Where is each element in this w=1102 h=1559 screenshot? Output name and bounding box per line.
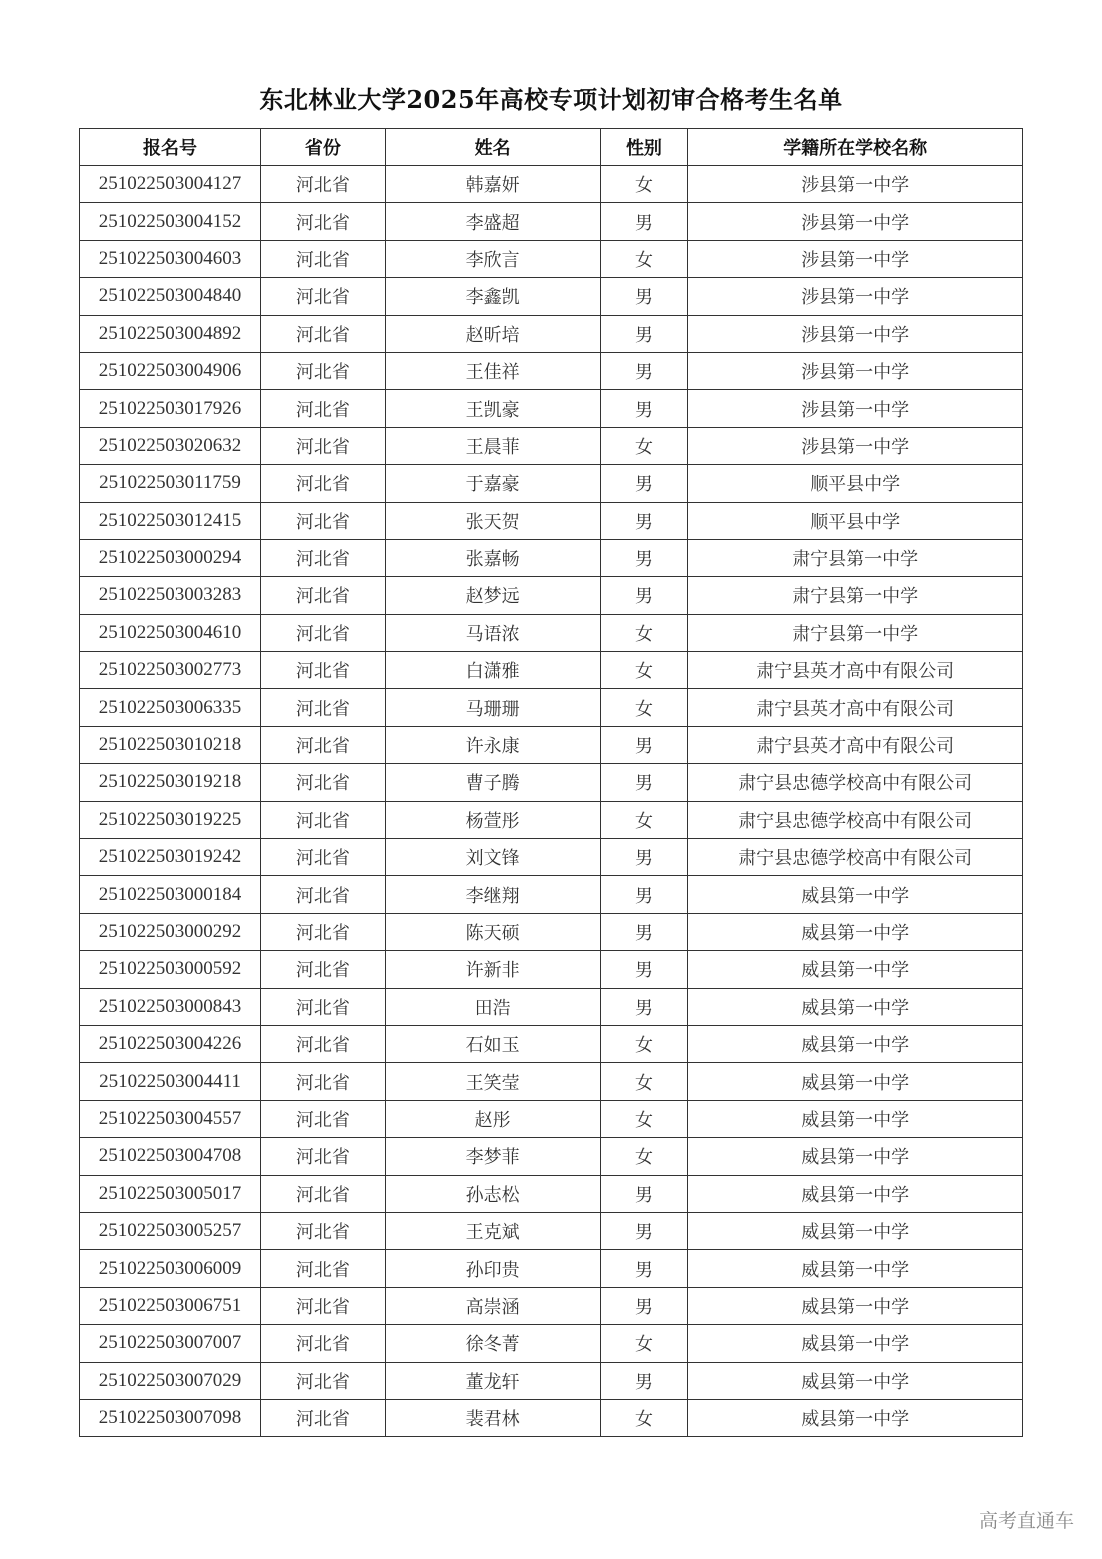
cell-school: 肃宁县英才高中有限公司 bbox=[688, 726, 1023, 763]
cell-school: 顺平县中学 bbox=[688, 465, 1023, 502]
table-row bbox=[80, 577, 1023, 614]
cell-province: 河北省 bbox=[260, 465, 385, 502]
cell-gender: 男 bbox=[600, 1175, 688, 1212]
header-registration-number: 报名号 bbox=[80, 129, 261, 166]
cell-gender: 男 bbox=[600, 577, 688, 614]
table-row bbox=[80, 1063, 1023, 1100]
table-row bbox=[80, 203, 1023, 240]
cell-province: 河北省 bbox=[260, 1250, 385, 1287]
table-row bbox=[80, 502, 1023, 539]
cell-name: 杨萱彤 bbox=[385, 801, 600, 838]
table-row bbox=[80, 166, 1023, 203]
cell-gender: 男 bbox=[600, 352, 688, 389]
cell-name: 陈天硕 bbox=[385, 913, 600, 950]
cell-school: 涉县第一中学 bbox=[688, 240, 1023, 277]
cell-name: 白潇雅 bbox=[385, 652, 600, 689]
cell-registration-number: 251022503007098 bbox=[80, 1399, 261, 1436]
table-row bbox=[80, 1399, 1023, 1436]
cell-school: 威县第一中学 bbox=[688, 951, 1023, 988]
cell-name: 张天贺 bbox=[385, 502, 600, 539]
cell-name: 赵梦远 bbox=[385, 577, 600, 614]
cell-gender: 女 bbox=[600, 689, 688, 726]
header-school: 学籍所在学校名称 bbox=[688, 129, 1023, 166]
cell-province: 河北省 bbox=[260, 539, 385, 576]
cell-registration-number: 251022503004226 bbox=[80, 1025, 261, 1062]
cell-school: 威县第一中学 bbox=[688, 1138, 1023, 1175]
table-row bbox=[80, 951, 1023, 988]
table-row bbox=[80, 1287, 1023, 1324]
cell-gender: 男 bbox=[600, 988, 688, 1025]
cell-gender: 女 bbox=[600, 166, 688, 203]
table-row bbox=[80, 315, 1023, 352]
table-row bbox=[80, 1362, 1023, 1399]
cell-province: 河北省 bbox=[260, 801, 385, 838]
header-gender: 性别 bbox=[600, 129, 688, 166]
cell-name: 马语浓 bbox=[385, 614, 600, 651]
table-row bbox=[80, 801, 1023, 838]
cell-name: 张嘉畅 bbox=[385, 539, 600, 576]
cell-name: 王克斌 bbox=[385, 1212, 600, 1249]
cell-registration-number: 251022503000294 bbox=[80, 539, 261, 576]
cell-registration-number: 251022503004411 bbox=[80, 1063, 261, 1100]
table-row bbox=[80, 278, 1023, 315]
cell-registration-number: 251022503004603 bbox=[80, 240, 261, 277]
cell-name: 李继翔 bbox=[385, 876, 600, 913]
cell-gender: 男 bbox=[600, 465, 688, 502]
cell-registration-number: 251022503004152 bbox=[80, 203, 261, 240]
cell-name: 韩嘉妍 bbox=[385, 166, 600, 203]
cell-province: 河北省 bbox=[260, 502, 385, 539]
cell-province: 河北省 bbox=[260, 1325, 385, 1362]
cell-province: 河北省 bbox=[260, 315, 385, 352]
table-row bbox=[80, 465, 1023, 502]
cell-school: 威县第一中学 bbox=[688, 913, 1023, 950]
cell-gender: 女 bbox=[600, 1399, 688, 1436]
cell-province: 河北省 bbox=[260, 278, 385, 315]
cell-registration-number: 251022503004708 bbox=[80, 1138, 261, 1175]
table-row bbox=[80, 1100, 1023, 1137]
cell-school: 涉县第一中学 bbox=[688, 427, 1023, 464]
cell-name: 李鑫凯 bbox=[385, 278, 600, 315]
cell-name: 王晨菲 bbox=[385, 427, 600, 464]
cell-gender: 男 bbox=[600, 951, 688, 988]
cell-school: 涉县第一中学 bbox=[688, 315, 1023, 352]
table-row bbox=[80, 1175, 1023, 1212]
cell-name: 李欣言 bbox=[385, 240, 600, 277]
cell-registration-number: 251022503004892 bbox=[80, 315, 261, 352]
cell-registration-number: 251022503004127 bbox=[80, 166, 261, 203]
cell-name: 孙印贵 bbox=[385, 1250, 600, 1287]
cell-gender: 女 bbox=[600, 1138, 688, 1175]
cell-school: 威县第一中学 bbox=[688, 1287, 1023, 1324]
cell-school: 威县第一中学 bbox=[688, 876, 1023, 913]
cell-gender: 女 bbox=[600, 1063, 688, 1100]
cell-name: 石如玉 bbox=[385, 1025, 600, 1062]
cell-gender: 女 bbox=[600, 1025, 688, 1062]
cell-registration-number: 251022503004906 bbox=[80, 352, 261, 389]
cell-gender: 男 bbox=[600, 315, 688, 352]
cell-province: 河北省 bbox=[260, 726, 385, 763]
cell-registration-number: 251022503005257 bbox=[80, 1212, 261, 1249]
table-row bbox=[80, 240, 1023, 277]
cell-name: 田浩 bbox=[385, 988, 600, 1025]
cell-province: 河北省 bbox=[260, 1399, 385, 1436]
cell-school: 肃宁县英才高中有限公司 bbox=[688, 689, 1023, 726]
cell-gender: 男 bbox=[600, 839, 688, 876]
cell-school: 威县第一中学 bbox=[688, 1250, 1023, 1287]
cell-registration-number: 251022503020632 bbox=[80, 427, 261, 464]
cell-province: 河北省 bbox=[260, 1100, 385, 1137]
cell-registration-number: 251022503006009 bbox=[80, 1250, 261, 1287]
watermark: 高考直通车 bbox=[978, 1510, 1074, 1532]
cell-name: 王笑莹 bbox=[385, 1063, 600, 1100]
cell-school: 肃宁县忠德学校高中有限公司 bbox=[688, 801, 1023, 838]
cell-registration-number: 251022503002773 bbox=[80, 652, 261, 689]
cell-name: 裴君林 bbox=[385, 1399, 600, 1436]
table-row bbox=[80, 764, 1023, 801]
cell-gender: 男 bbox=[600, 764, 688, 801]
cell-registration-number: 251022503006751 bbox=[80, 1287, 261, 1324]
cell-gender: 女 bbox=[600, 652, 688, 689]
cell-registration-number: 251022503004610 bbox=[80, 614, 261, 651]
table-header-row bbox=[80, 129, 1023, 166]
cell-registration-number: 251022503012415 bbox=[80, 502, 261, 539]
cell-school: 肃宁县第一中学 bbox=[688, 577, 1023, 614]
cell-name: 曹子腾 bbox=[385, 764, 600, 801]
table-row bbox=[80, 539, 1023, 576]
cell-school: 威县第一中学 bbox=[688, 1325, 1023, 1362]
cell-name: 刘文锋 bbox=[385, 839, 600, 876]
cell-province: 河北省 bbox=[260, 764, 385, 801]
cell-gender: 男 bbox=[600, 390, 688, 427]
table-row bbox=[80, 988, 1023, 1025]
cell-province: 河北省 bbox=[260, 988, 385, 1025]
cell-school: 威县第一中学 bbox=[688, 1362, 1023, 1399]
cell-province: 河北省 bbox=[260, 1212, 385, 1249]
cell-school: 肃宁县忠德学校高中有限公司 bbox=[688, 764, 1023, 801]
cell-gender: 男 bbox=[600, 278, 688, 315]
cell-name: 赵昕培 bbox=[385, 315, 600, 352]
table-row bbox=[80, 726, 1023, 763]
cell-school: 涉县第一中学 bbox=[688, 166, 1023, 203]
cell-gender: 男 bbox=[600, 1212, 688, 1249]
cell-name: 马珊珊 bbox=[385, 689, 600, 726]
cell-province: 河北省 bbox=[260, 203, 385, 240]
cell-registration-number: 251022503000843 bbox=[80, 988, 261, 1025]
cell-gender: 男 bbox=[600, 502, 688, 539]
cell-school: 威县第一中学 bbox=[688, 988, 1023, 1025]
cell-province: 河北省 bbox=[260, 951, 385, 988]
cell-gender: 男 bbox=[600, 539, 688, 576]
cell-registration-number: 251022503011759 bbox=[80, 465, 261, 502]
candidate-table bbox=[79, 128, 1023, 1437]
cell-province: 河北省 bbox=[260, 1063, 385, 1100]
table-row bbox=[80, 352, 1023, 389]
table-row bbox=[80, 1325, 1023, 1362]
cell-gender: 男 bbox=[600, 876, 688, 913]
cell-province: 河北省 bbox=[260, 577, 385, 614]
table-row bbox=[80, 652, 1023, 689]
cell-registration-number: 251022503019218 bbox=[80, 764, 261, 801]
cell-gender: 男 bbox=[600, 913, 688, 950]
cell-gender: 女 bbox=[600, 1325, 688, 1362]
cell-school: 威县第一中学 bbox=[688, 1025, 1023, 1062]
cell-province: 河北省 bbox=[260, 1138, 385, 1175]
cell-province: 河北省 bbox=[260, 839, 385, 876]
cell-gender: 女 bbox=[600, 1100, 688, 1137]
cell-school: 肃宁县第一中学 bbox=[688, 539, 1023, 576]
header-name: 姓名 bbox=[385, 129, 600, 166]
cell-province: 河北省 bbox=[260, 1025, 385, 1062]
cell-registration-number: 251022503000292 bbox=[80, 913, 261, 950]
cell-province: 河北省 bbox=[260, 427, 385, 464]
cell-school: 肃宁县英才高中有限公司 bbox=[688, 652, 1023, 689]
document-title: 东北林业大学2025年高校专项计划初审合格考生名单 bbox=[259, 85, 843, 114]
cell-school: 威县第一中学 bbox=[688, 1063, 1023, 1100]
table-row bbox=[80, 876, 1023, 913]
cell-province: 河北省 bbox=[260, 240, 385, 277]
header-province: 省份 bbox=[260, 129, 385, 166]
cell-registration-number: 251022503019242 bbox=[80, 839, 261, 876]
cell-school: 威县第一中学 bbox=[688, 1175, 1023, 1212]
table-row bbox=[80, 390, 1023, 427]
cell-gender: 男 bbox=[600, 1287, 688, 1324]
cell-school: 肃宁县忠德学校高中有限公司 bbox=[688, 839, 1023, 876]
cell-school: 涉县第一中学 bbox=[688, 278, 1023, 315]
cell-registration-number: 251022503003283 bbox=[80, 577, 261, 614]
cell-gender: 男 bbox=[600, 726, 688, 763]
cell-province: 河北省 bbox=[260, 352, 385, 389]
cell-name: 孙志松 bbox=[385, 1175, 600, 1212]
cell-registration-number: 251022503005017 bbox=[80, 1175, 261, 1212]
cell-name: 王佳祥 bbox=[385, 352, 600, 389]
table-row bbox=[80, 1138, 1023, 1175]
cell-school: 涉县第一中学 bbox=[688, 203, 1023, 240]
cell-registration-number: 251022503017926 bbox=[80, 390, 261, 427]
cell-gender: 男 bbox=[600, 1362, 688, 1399]
cell-gender: 女 bbox=[600, 801, 688, 838]
table-row bbox=[80, 839, 1023, 876]
cell-name: 李梦菲 bbox=[385, 1138, 600, 1175]
cell-registration-number: 251022503004840 bbox=[80, 278, 261, 315]
cell-gender: 男 bbox=[600, 203, 688, 240]
cell-school: 涉县第一中学 bbox=[688, 390, 1023, 427]
cell-gender: 女 bbox=[600, 240, 688, 277]
cell-gender: 男 bbox=[600, 1250, 688, 1287]
cell-province: 河北省 bbox=[260, 652, 385, 689]
cell-gender: 女 bbox=[600, 614, 688, 651]
cell-name: 许永康 bbox=[385, 726, 600, 763]
cell-name: 于嘉豪 bbox=[385, 465, 600, 502]
cell-name: 高崇涵 bbox=[385, 1287, 600, 1324]
cell-registration-number: 251022503004557 bbox=[80, 1100, 261, 1137]
cell-name: 许新非 bbox=[385, 951, 600, 988]
cell-name: 王凯豪 bbox=[385, 390, 600, 427]
cell-school: 顺平县中学 bbox=[688, 502, 1023, 539]
table-row bbox=[80, 1212, 1023, 1249]
cell-registration-number: 251022503007029 bbox=[80, 1362, 261, 1399]
table-row bbox=[80, 1250, 1023, 1287]
cell-registration-number: 251022503007007 bbox=[80, 1325, 261, 1362]
cell-school: 威县第一中学 bbox=[688, 1212, 1023, 1249]
cell-province: 河北省 bbox=[260, 1362, 385, 1399]
table-row bbox=[80, 614, 1023, 651]
cell-province: 河北省 bbox=[260, 876, 385, 913]
cell-school: 威县第一中学 bbox=[688, 1399, 1023, 1436]
table-row bbox=[80, 689, 1023, 726]
cell-registration-number: 251022503000184 bbox=[80, 876, 261, 913]
cell-gender: 女 bbox=[600, 427, 688, 464]
cell-province: 河北省 bbox=[260, 1287, 385, 1324]
cell-province: 河北省 bbox=[260, 689, 385, 726]
cell-school: 涉县第一中学 bbox=[688, 352, 1023, 389]
table-row bbox=[80, 1025, 1023, 1062]
table-row bbox=[80, 913, 1023, 950]
cell-registration-number: 251022503000592 bbox=[80, 951, 261, 988]
cell-province: 河北省 bbox=[260, 913, 385, 950]
cell-name: 董龙轩 bbox=[385, 1362, 600, 1399]
cell-name: 赵彤 bbox=[385, 1100, 600, 1137]
cell-registration-number: 251022503019225 bbox=[80, 801, 261, 838]
cell-province: 河北省 bbox=[260, 614, 385, 651]
table-row bbox=[80, 427, 1023, 464]
cell-school: 威县第一中学 bbox=[688, 1100, 1023, 1137]
cell-province: 河北省 bbox=[260, 390, 385, 427]
cell-registration-number: 251022503010218 bbox=[80, 726, 261, 763]
cell-province: 河北省 bbox=[260, 1175, 385, 1212]
cell-registration-number: 251022503006335 bbox=[80, 689, 261, 726]
cell-school: 肃宁县第一中学 bbox=[688, 614, 1023, 651]
cell-name: 徐冬菁 bbox=[385, 1325, 600, 1362]
cell-name: 李盛超 bbox=[385, 203, 600, 240]
cell-province: 河北省 bbox=[260, 166, 385, 203]
